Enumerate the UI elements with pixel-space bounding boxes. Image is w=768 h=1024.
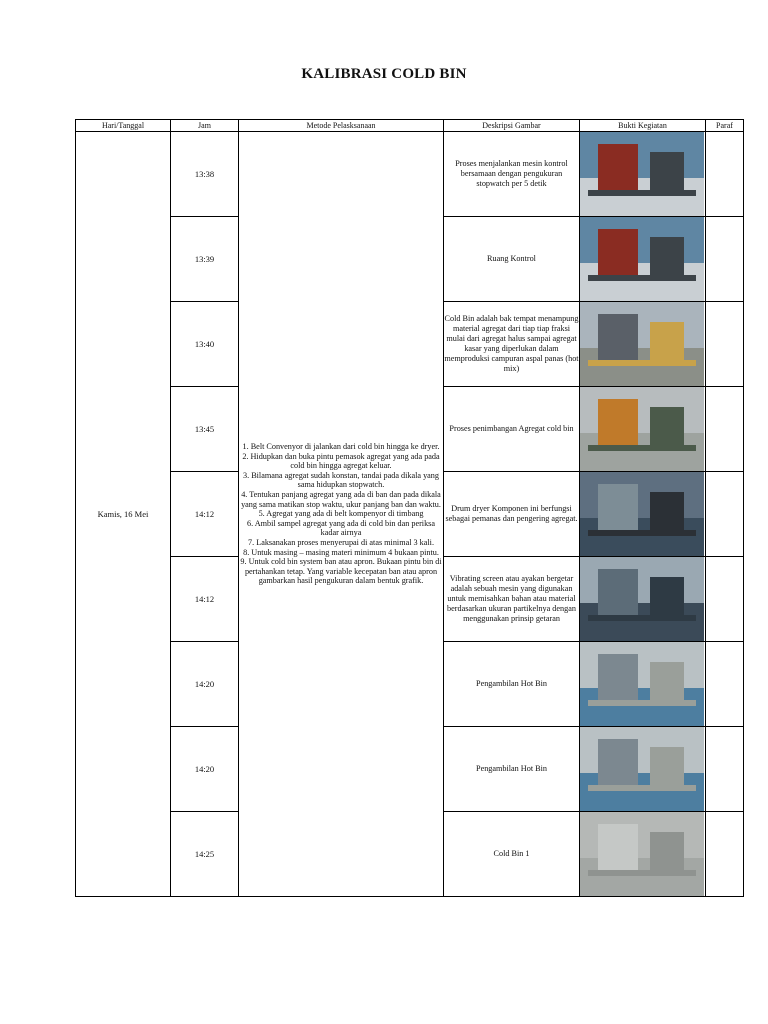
aggregate-photo — [580, 812, 704, 896]
time-cell: 13:40 — [171, 302, 239, 387]
method-step: 5. Agregat yang ada di belt kompenyor di timbang — [258, 509, 424, 519]
time-cell: 14:20 — [171, 727, 239, 812]
hot-bin-photo — [580, 727, 704, 811]
vibrating-screen-photo — [580, 557, 704, 641]
description-cell: Pengambilan Hot Bin — [444, 727, 580, 812]
table-row — [76, 132, 744, 217]
method-cell — [239, 132, 444, 897]
time-cell: 14:25 — [171, 812, 239, 897]
activity-log-table — [75, 119, 744, 897]
cold-bin-photo — [580, 302, 704, 386]
signature-cell — [706, 812, 744, 897]
header-date: Hari/Tanggal — [76, 120, 171, 132]
time-cell: 13:38 — [171, 132, 239, 217]
method-step: 9. Untuk cold bin system ban atau apron. Bukaan pintu bin di pertahankan tetap. Yang variable kecepatan ban atau apron gambarkan hasil pengukuran dalam bentuk grafik. — [240, 557, 442, 586]
description-cell: Proses penimbangan Agregat cold bin — [444, 387, 580, 472]
evidence-photo-cell — [580, 302, 706, 387]
signature-cell — [706, 387, 744, 472]
description-cell: Cold Bin adalah bak tempat menampung material agregat dari tiap tiap fraksi mulai dari agregat halus sampai agregat kasar yang diperlukan dalam memproduksi campuran aspal panas (hot mix) — [444, 302, 580, 387]
time-cell: 14:20 — [171, 642, 239, 727]
method-step: 7. Laksanakan proses menyerupai di atas minimal 3 kali. — [248, 537, 434, 547]
control-room-photo — [580, 132, 704, 216]
description-cell: Proses menjalankan mesin kontrol bersamaan dengan pengukuran stopwatch per 5 detik — [444, 132, 580, 217]
method-step: 3. Bilamana agregat sudah konstan, tandai pada dikala yang sama hidupkan stopwatch. — [243, 470, 439, 490]
method-step: 8. Untuk masing – masing materi minimum 4 bukaan pintu. — [243, 547, 439, 557]
header-desc: Deskripsi Gambar — [444, 120, 580, 132]
method-steps-list — [239, 442, 443, 586]
evidence-photo-cell — [580, 812, 706, 897]
control-room-photo — [580, 217, 704, 301]
header-sign: Paraf — [706, 120, 744, 132]
signature-cell — [706, 217, 744, 302]
description-cell: Vibrating screen atau ayakan bergetar adalah sebuah mesin yang digunakan untuk memisahkan bahan atau material berdasarkan ukuran partikelnya dengan menggunakan prinsip getaran — [444, 557, 580, 642]
hot-bin-photo — [580, 642, 704, 726]
method-step: 1. Belt Convenyor di jalankan dari cold bin hingga ke dryer. — [242, 442, 440, 452]
description-cell: Cold Bin 1 — [444, 812, 580, 897]
method-step: 2. Hidupkan dan buka pintu pemasok agregat yang ada pada cold bin hingga agregat keluar. — [242, 451, 440, 471]
evidence-photo-cell — [580, 217, 706, 302]
signature-cell — [706, 472, 744, 557]
date-cell: Kamis, 16 Mei — [76, 132, 171, 897]
signature-cell — [706, 642, 744, 727]
signature-cell — [706, 727, 744, 812]
description-cell: Pengambilan Hot Bin — [444, 642, 580, 727]
drum-dryer-photo — [580, 472, 704, 556]
signature-cell — [706, 302, 744, 387]
evidence-photo-cell — [580, 472, 706, 557]
header-method: Metode Pelasksanaan — [239, 120, 444, 132]
signature-cell — [706, 557, 744, 642]
header-photo: Bukti Kegiatan — [580, 120, 706, 132]
method-step: 6. Ambil sampel agregat yang ada di cold bin dan periksa kadar airnya — [246, 518, 436, 538]
signature-cell — [706, 132, 744, 217]
time-cell: 13:45 — [171, 387, 239, 472]
page-title: KALIBRASI COLD BIN — [301, 66, 467, 82]
evidence-photo-cell — [580, 132, 706, 217]
evidence-photo-cell — [580, 387, 706, 472]
table-header-row — [76, 120, 744, 132]
header-time: Jam — [171, 120, 239, 132]
evidence-photo-cell — [580, 642, 706, 727]
evidence-photo-cell — [580, 727, 706, 812]
method-step: 4. Tentukan panjang agregat yang ada di ban dan pada dikala yang sama matikan stop waktu, ukur panjang ban dan waktu. — [241, 490, 441, 509]
evidence-photo-cell — [580, 557, 706, 642]
description-cell: Drum dryer Komponen ini berfungsi sebagai pemanas dan pengering agregat. — [444, 472, 580, 557]
time-cell: 14:12 — [171, 557, 239, 642]
weighing-photo — [580, 387, 704, 471]
time-cell: 14:12 — [171, 472, 239, 557]
description-cell: Ruang Kontrol — [444, 217, 580, 302]
time-cell: 13:39 — [171, 217, 239, 302]
